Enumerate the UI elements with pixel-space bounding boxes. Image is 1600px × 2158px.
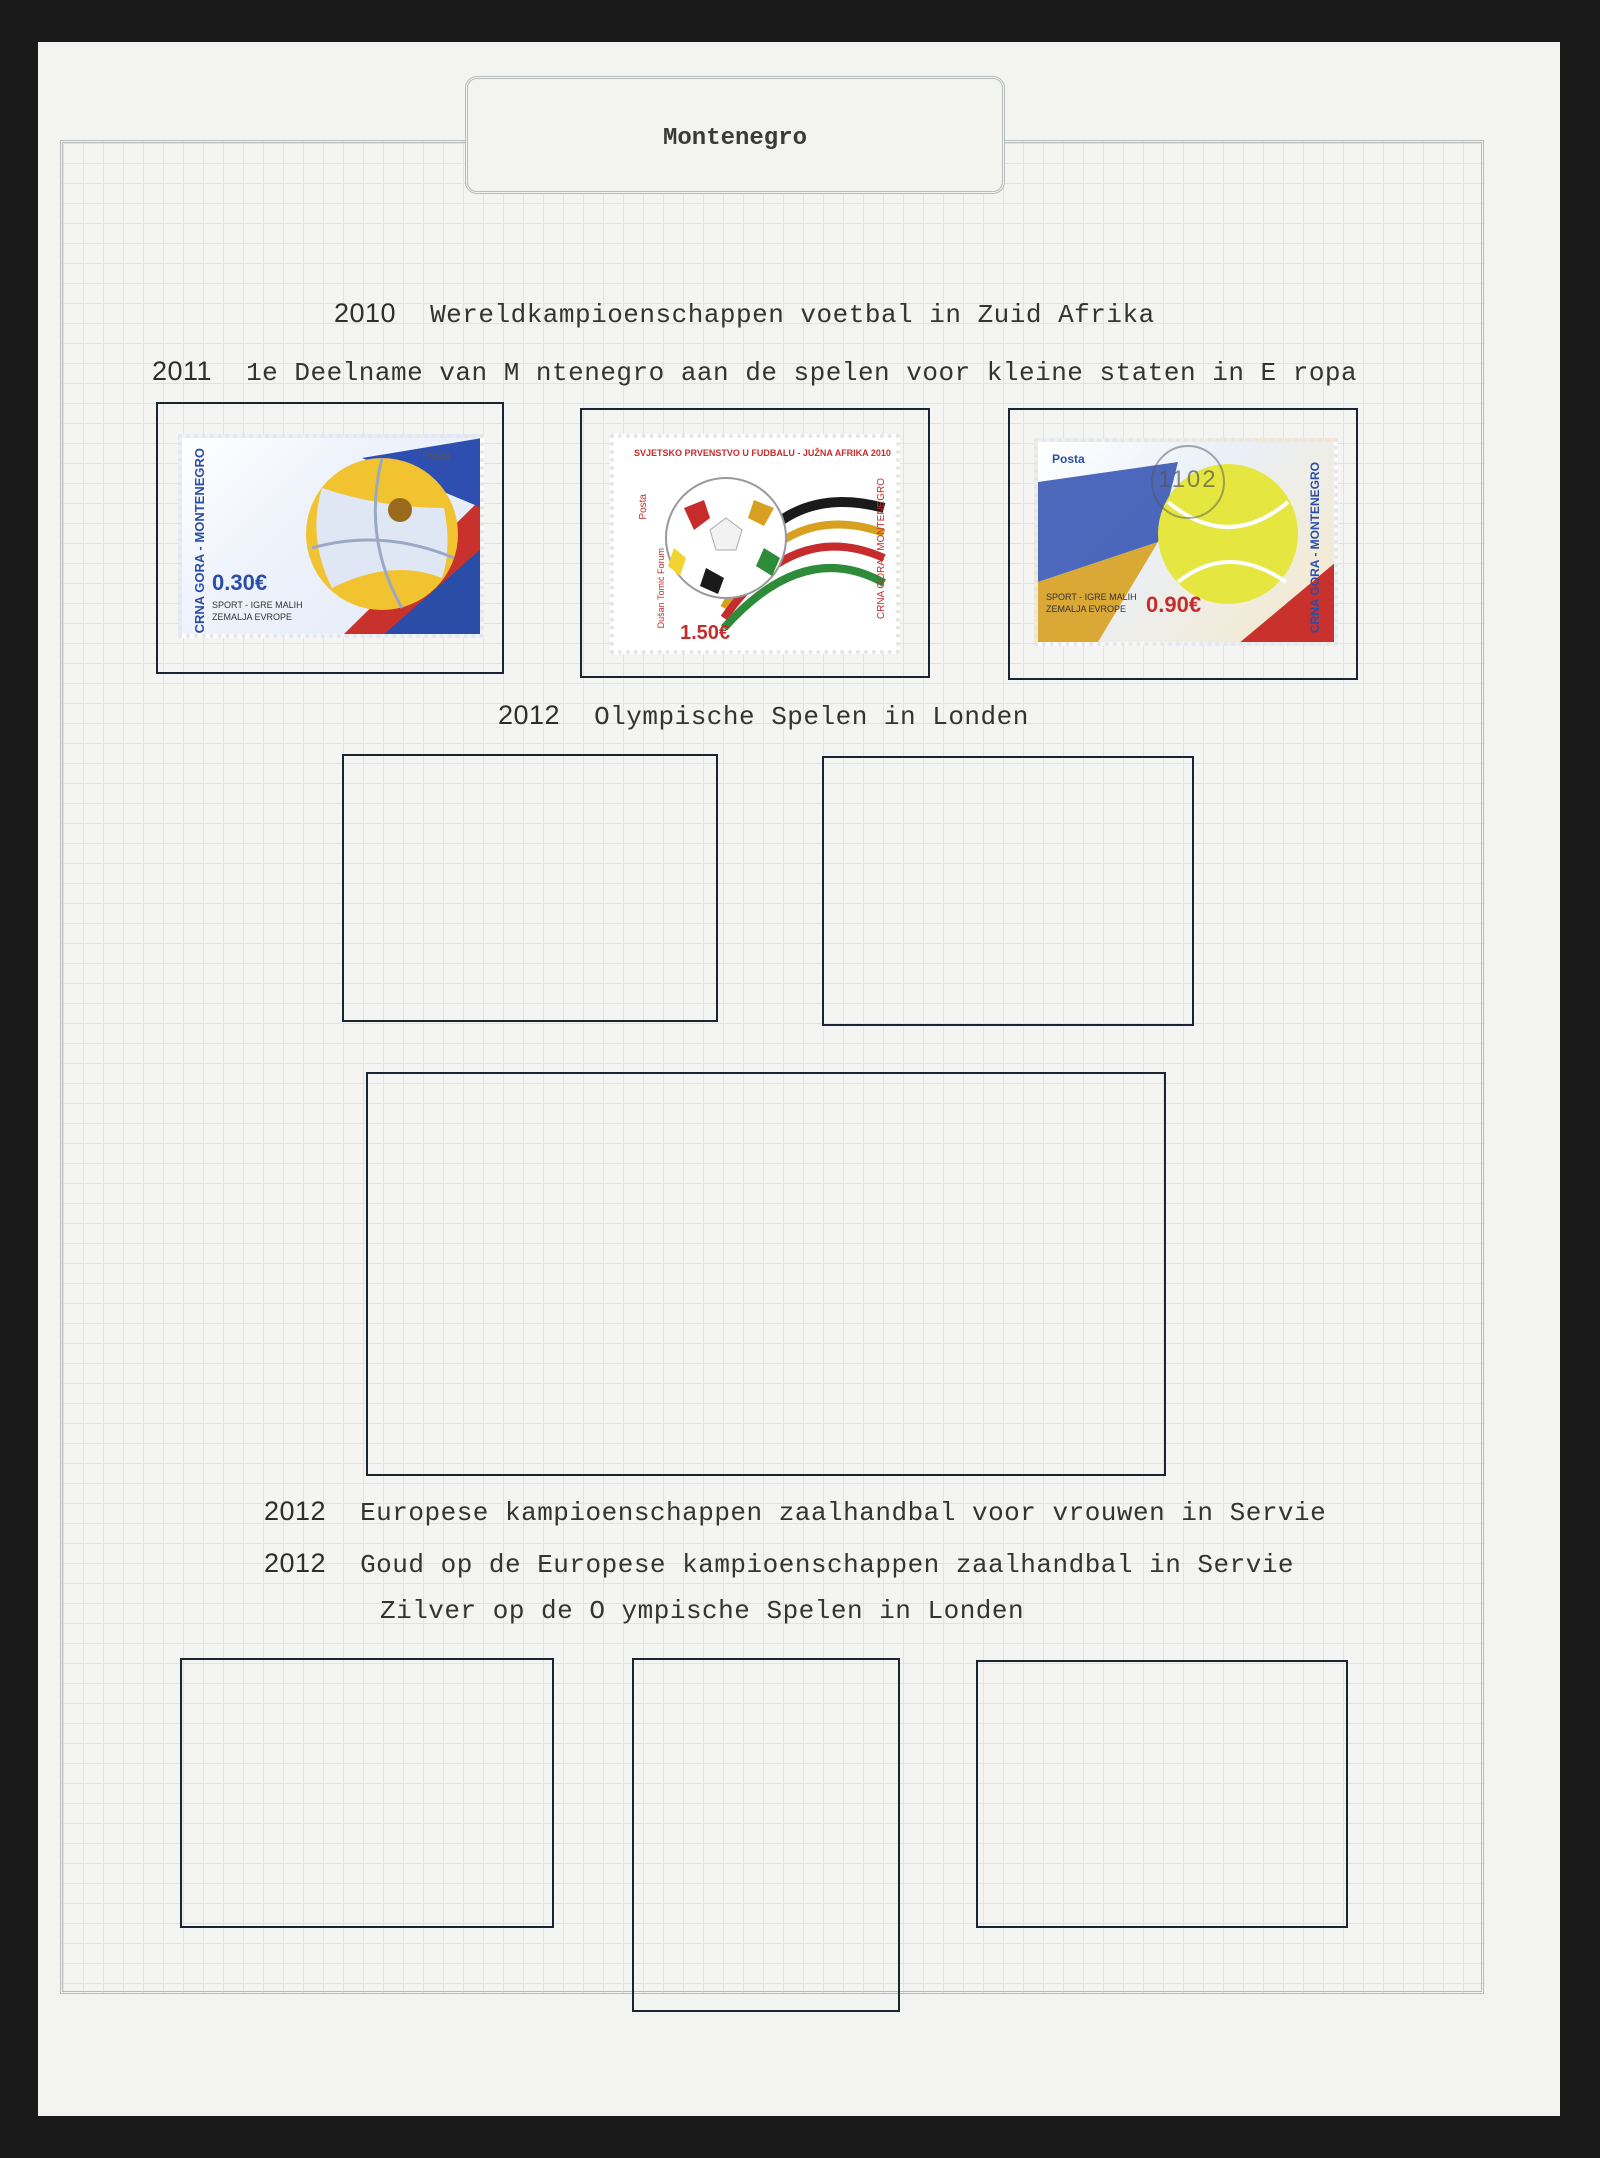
stamp-tennis xyxy=(1034,438,1338,646)
stamp-country: CRNA GORA - MONTENEGRO xyxy=(876,478,887,620)
stamp-volleyball xyxy=(178,434,484,638)
stamp-country: CRNA GORA - MONTENEGRO xyxy=(1308,462,1322,634)
title-box xyxy=(465,76,1005,194)
entry-text: Wereldkampioenschappen voetbal in Zuid Afrika xyxy=(430,300,1155,330)
stamp-value: 1.50€ xyxy=(680,622,731,644)
stamp-postmark: Posta xyxy=(422,450,451,462)
empty-mount-large xyxy=(366,1072,1166,1476)
stamp-caption: SPORT - IGRE MALIH xyxy=(1046,592,1137,602)
stamp-mount-1 xyxy=(156,402,504,674)
entry-text: Europese kampioenschappen zaalhandbal voor vrouwen in Servie xyxy=(360,1498,1327,1528)
stamp-postmark: Posta xyxy=(1052,452,1085,466)
stamp-football xyxy=(610,434,900,654)
stamp-caption: SPORT - IGRE MALIH xyxy=(212,600,303,610)
cancel-text: 1102 xyxy=(1158,466,1218,493)
entry-text: Goud op de Europese kampioenschappen zaalhandbal in Servie xyxy=(360,1550,1295,1580)
entry-year: 2010 xyxy=(334,298,397,328)
stamp-side: Posta xyxy=(638,494,649,520)
entry-2010 xyxy=(334,298,1155,330)
entry-year: 2012 xyxy=(264,1496,327,1526)
empty-mount xyxy=(180,1658,554,1928)
entry-year: 2011 xyxy=(152,356,213,386)
empty-mount xyxy=(632,1658,900,2012)
entry-2012-gold xyxy=(264,1548,1294,1580)
empty-mount xyxy=(976,1660,1348,1928)
stamp-value: 0.90€ xyxy=(1146,592,1202,617)
entry-text: Olympische Spelen in Londen xyxy=(594,702,1029,732)
stamp-header: SVJETSKO PRVENSTVO U FUDBALU - JUŽNA AFRIKA 2010 xyxy=(634,448,891,458)
empty-mount xyxy=(822,756,1194,1026)
entry-text: 1e Deelname van M ntenegro aan de spelen voor kleine staten in E ropa xyxy=(246,358,1358,388)
stamp-value: 0.30€ xyxy=(212,570,268,595)
stamp-mount-3 xyxy=(1008,408,1358,680)
page-title: Montenegro xyxy=(662,125,808,152)
entry-text: Zilver op de O ympische Spelen in Londen xyxy=(380,1596,1025,1626)
stamp-country: CRNA GORA - MONTENEGRO xyxy=(192,448,207,634)
entry-silver xyxy=(380,1596,1024,1626)
entry-2012-handball xyxy=(264,1496,1326,1528)
empty-mount xyxy=(342,754,718,1022)
entry-year: 2012 xyxy=(498,700,561,730)
stamp-caption: ZEMALJA EVROPE xyxy=(212,612,293,622)
entry-2011 xyxy=(152,356,1357,388)
stamp-caption: ZEMALJA EVROPE xyxy=(1046,604,1127,614)
entry-2012-olympics xyxy=(498,700,1029,732)
stamp-mount-2 xyxy=(580,408,930,678)
entry-year: 2012 xyxy=(264,1548,327,1578)
stamp-designer: Dušan Tomić Forum xyxy=(656,548,666,629)
